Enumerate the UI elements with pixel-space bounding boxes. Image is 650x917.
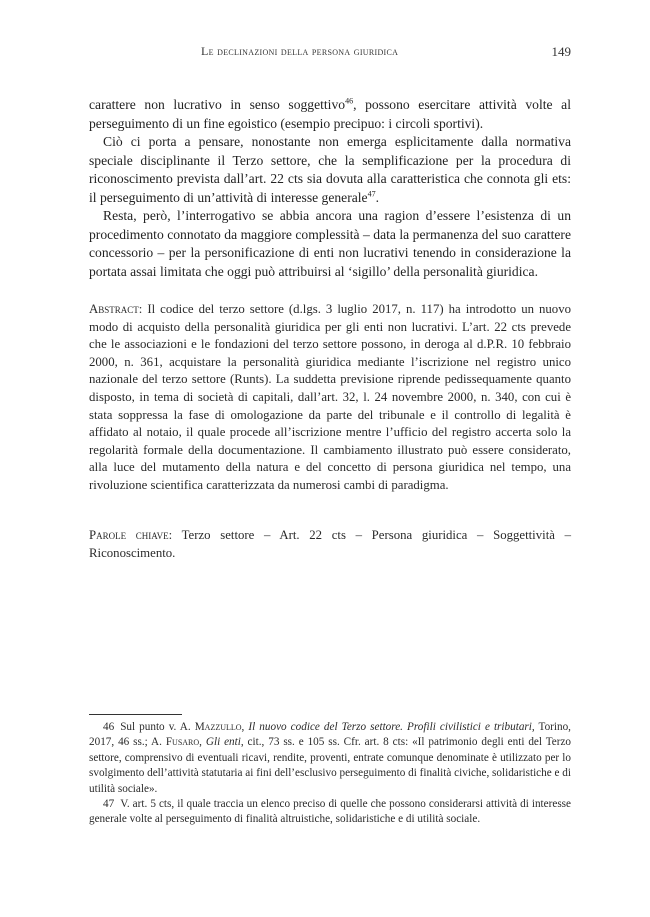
footnote-text: , [199,736,206,749]
footnote-text: , [241,721,249,733]
footnote-ref-46: 46 [345,96,354,106]
footnote-author: Mazzullo [194,721,242,733]
footnote-text: , cit., 73 ss. e 105 ss. Cfr. art. 8 cts: «Il patrimonio degli enti del Terzo settore, comprensivo di eventuali ricavi, rendite, proventi, entrate comunque denominate è utilizzato per lo svolgimento dell’attività statutaria ai fini dell’esclusivo perseguimento di finalità civiche, solidaristiche e di utilità sociale». [89,736,572,795]
keywords-label: Parole chiave [89,528,169,542]
running-head [89,44,571,64]
footnote-title: Gli enti [205,736,241,749]
paragraph-1 [89,96,571,133]
body-text [89,96,571,281]
footnote-author: Fusaro [165,736,200,749]
footnote-text: Sul punto v. A. [120,721,195,733]
footnote-ref-47: 47 [367,188,376,198]
footnote-47 [89,797,571,828]
footnote-divider [89,714,182,715]
page-number: 149 [551,44,571,59]
abstract-text: : Il codice del terzo settore (d.lgs. 3 luglio 2017, n. 117) ha introdotto un nuovo modo di acquisto della personalità giuridica per gli enti non lucrativi. L’art. 22 cts prevede che le associazioni e le fondazioni del terzo settore possono, in deroga al d.P.R. 10 febbraio 2000, n. 361, acquistare la personalità giuridica mediante l’iscrizione nel registro unico nazionale del terzo settore (Runts). La suddetta previsione riprende pedissequamente quanto disposto, in tema di società di capitali, dall’art. 32, l. 24 novembre 2000, n. 340, con cui è stata soppressa la fase di omologazione da parte del tribunale e il controllo di legalità è affidato al notaio, il quale procede all’iscrizione mentre l’ufficio del registro accerta solo la regolarità formale della documentazione. Il cambiamento illustrato può essere considerato, alla luce del mutamento della natura e del concetto di persona giuridica nel tempo, una rivoluzione scientifica caratterizzata da numerosi cambi di paradigma. [89,302,571,492]
abstract-label: Abstract [89,302,139,316]
paragraph-2-text-b: . [375,189,379,205]
running-title: Le declinazioni della persona giuridica [201,44,399,58]
paragraph-2 [89,133,571,207]
keywords [89,527,571,562]
footnote-text: Torino, 2017, 46 ss.; A. [89,721,571,749]
abstract [89,301,571,495]
paragraph-3: Resta, però, l’interrogativo se abbia ancora una ragion d’essere l’esistenza di un procedimento connotato da maggiore complessità – data la permanenza del suo carattere concessorio – per la personificazione di enti non lucrativi tenendo in considerazione la portata assai limitata che oggi può attribuirsi al ‘sigillo’ della personalità giuridica. [89,208,571,279]
keywords-text: : Terzo settore – Art. 22 cts – Persona giuridica – Soggettività – Riconoscimento. [89,528,571,560]
footnote-text: V. art. 5 cts, il quale traccia un elenco preciso di quelle che possono considerarsi attività di interesse generale volte al perseguimento di finalità altruistiche, solidaristiche e di utilità sociale. [89,798,571,826]
paragraph-1-text-b: , possono esercitare attività volte al perseguimento di un fine egoistico (esempio precipuo: i circoli sportivi). [89,97,571,131]
footnotes [89,720,571,828]
paragraph-1-text-a: carattere non lucrativo in senso soggettivo [89,97,346,112]
footnote-number: 46 [103,721,115,733]
footnote-46 [89,720,571,797]
footnote-title: Il nuovo codice del Terzo settore. Profili civilistici e tributari, [248,721,535,733]
footnote-number: 47 [103,798,115,811]
paragraph-2-text-a: Ciò ci porta a pensare, nonostante non emerga esplicitamente dalla normativa speciale disciplinante il Terzo settore, che la semplificazione per la procedura di riconoscimento prevista dall’art. 22 cts sia dovuta alla caratteristica che connota gli ets: il perseguimento di un’attività di interesse generale [89,134,571,205]
